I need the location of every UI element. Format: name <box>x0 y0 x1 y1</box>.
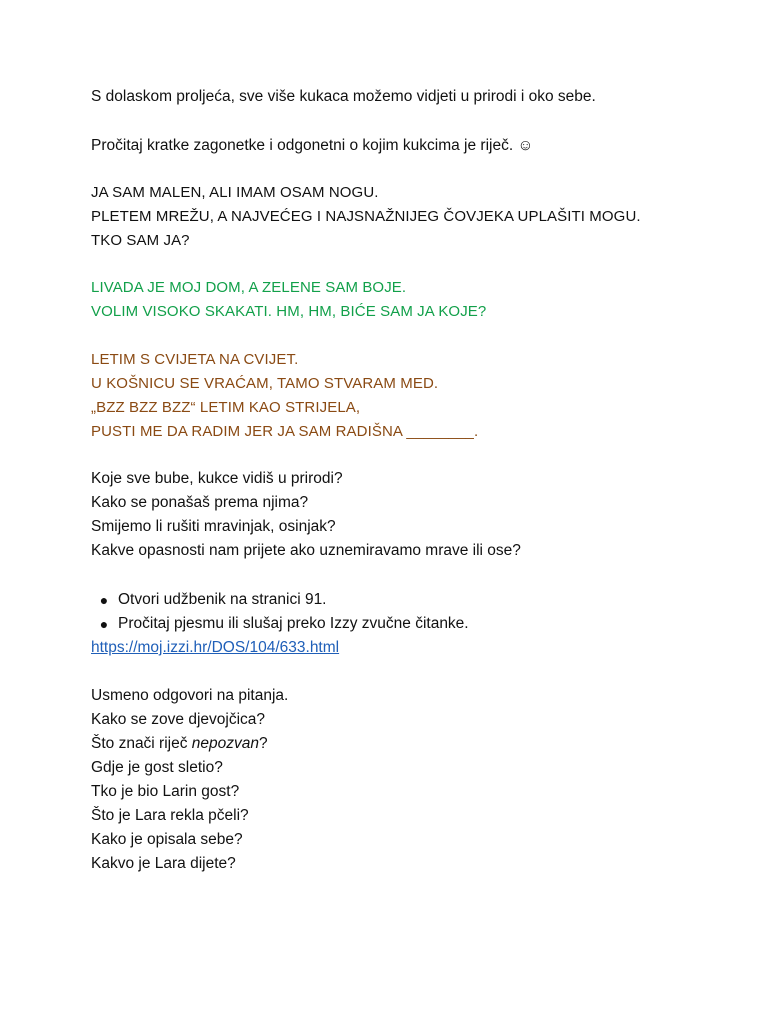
izzi-link[interactable]: https://moj.izzi.hr/DOS/104/633.html <box>91 639 340 656</box>
questions2-item-2-suffix: ? <box>259 735 268 752</box>
questions2-item-6: Kako je opisala sebe? <box>91 831 243 848</box>
riddle3-line-4: PUSTI ME DA RADIM JER JA SAM RADIŠNA ________. <box>91 423 479 440</box>
bullet-dot-icon: ● <box>99 592 109 608</box>
questions2-item-5: Što je Lara rekla pčeli? <box>91 807 249 824</box>
questions2-item-4: Tko je bio Larin gost? <box>91 783 240 800</box>
riddle2-line-1: LIVADA JE MOJ DOM, A ZELENE SAM BOJE. <box>91 279 407 296</box>
riddle3-line-1: LETIM S CVIJETA NA CVIJET. <box>91 351 299 368</box>
bullet-dot-icon: ● <box>99 616 109 632</box>
riddle2-line-2: VOLIM VISOKO SKAKATI. HM, HM, BIĆE SAM JA KOJE? <box>91 303 487 320</box>
bullet-item-2-text: Pročitaj pjesmu ili slušaj preko Izzy zvučne čitanke. <box>118 615 469 632</box>
questions2-item-2 <box>91 734 268 754</box>
riddle1-line-1: JA SAM MALEN, ALI IMAM OSAM NOGU. <box>91 184 379 201</box>
intro-line-2: Pročitaj kratke zagonetke i odgonetni o kojim kukcima je riječ. ☺ <box>91 137 534 154</box>
questions2-heading: Usmeno odgovori na pitanja. <box>91 687 289 704</box>
questions2-item-3: Gdje je gost sletio? <box>91 759 223 776</box>
bullet-item-1 <box>99 590 327 610</box>
bullet-item-2 <box>99 614 469 634</box>
questions2-item-7: Kakvo je Lara dijete? <box>91 855 236 872</box>
riddle1-line-2: PLETEM MREŽU, A NAJVEĆEG I NAJSNAŽNIJEG ČOVJEKA UPLAŠITI MOGU. <box>91 208 641 225</box>
question-3: Smijemo li rušiti mravinjak, osinjak? <box>91 518 336 535</box>
bullet-item-1-text: Otvori udžbenik na stranici 91. <box>118 591 327 608</box>
questions2-item-2-prefix: Što znači riječ <box>91 735 192 752</box>
question-4: Kakve opasnosti nam prijete ako uznemiravamo mrave ili ose? <box>91 542 521 559</box>
intro-line-1: S dolaskom proljeća, sve više kukaca možemo vidjeti u prirodi i oko sebe. <box>91 88 596 105</box>
riddle1-line-3: TKO SAM JA? <box>91 232 190 249</box>
question-2: Kako se ponašaš prema njima? <box>91 494 309 511</box>
riddle3-line-3: „BZZ BZZ BZZ“ LETIM KAO STRIJELA, <box>91 399 361 416</box>
questions2-item-1: Kako se zove djevojčica? <box>91 711 266 728</box>
riddle3-line-2: U KOŠNICU SE VRAĆAM, TAMO STVARAM MED. <box>91 375 439 392</box>
question-1: Koje sve bube, kukce vidiš u prirodi? <box>91 470 343 487</box>
questions2-item-2-italic: nepozvan <box>191 735 260 752</box>
